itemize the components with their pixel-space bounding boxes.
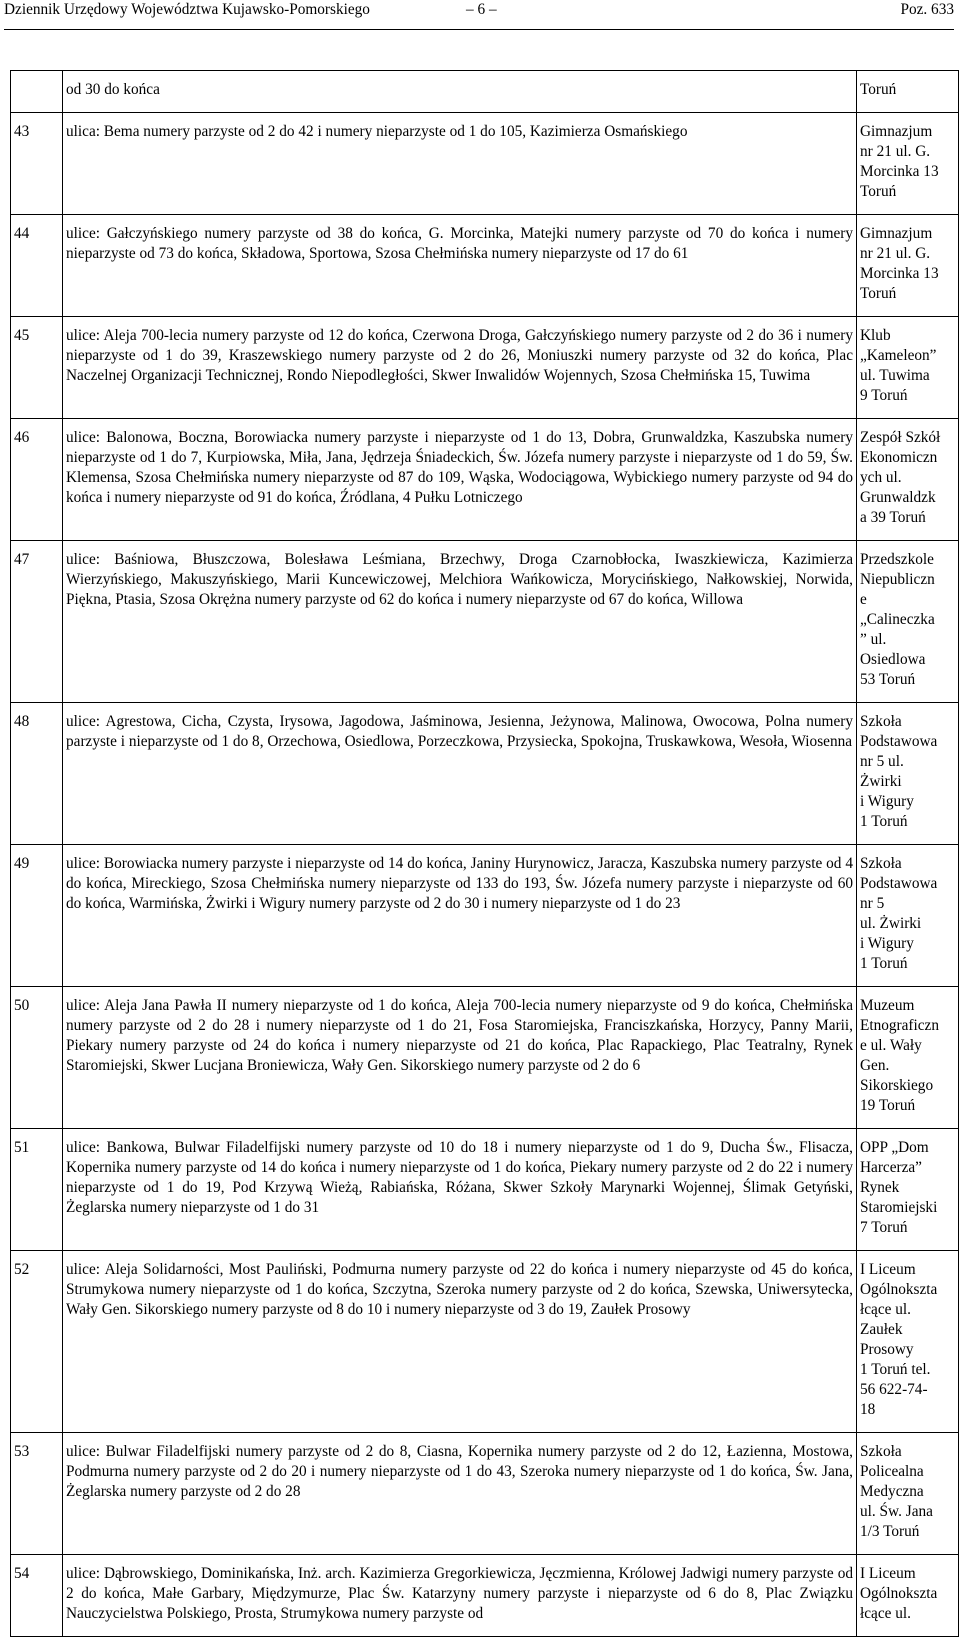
district-streets: ulica: Bema numery parzyste od 2 do 42 i numery nieparzyste od 1 do 105, Kazimierza Osmańskiego bbox=[63, 113, 857, 215]
polling-station bbox=[857, 1129, 959, 1251]
page-number: – 6 – bbox=[466, 1, 497, 18]
polling-station bbox=[857, 703, 959, 845]
district-number: 52 bbox=[11, 1251, 63, 1433]
polling-station bbox=[857, 71, 959, 113]
polling-station-line: 56 622-74- bbox=[860, 1381, 928, 1398]
polling-station-line: I Liceum bbox=[860, 1565, 916, 1582]
table-row bbox=[11, 317, 959, 419]
journal-title: Dziennik Urzędowy Województwa Kujawsko-Pomorskiego bbox=[4, 1, 370, 18]
polling-station-line: łcące ul. bbox=[860, 1301, 911, 1318]
district-number bbox=[11, 71, 63, 113]
polling-station-line: nr 21 ul. G. bbox=[860, 143, 931, 160]
polling-station-line: Staromiejski bbox=[860, 1199, 938, 1216]
district-streets: ulice: Baśniowa, Błuszczowa, Bolesława Leśmiana, Brzechwy, Droga Czarnobłocka, Iwaszkiewicza, Kazimierza Wierzyńskiego, Makuszyńskiego, Marii Kuncewiczowej, Melchiora Wańkowicza, Morycińskiego, Nałkowskiej, Norwida, Piękna, Ptasia, Szosa Okrężna numery parzyste od 62 do końca i numery nieparzyste od 67 do końca, Willowa bbox=[63, 541, 857, 703]
polling-station bbox=[857, 317, 959, 419]
district-streets: ulice: Bulwar Filadelfijski numery parzyste od 2 do 8, Ciasna, Kopernika numery parzyste od 2 do 12, Łazienna, Mostowa, Podmurna numery parzyste od 2 do 20 i numery nieparzyste od 1 do 43, Szeroka numery nieparzyste od 1 do końca, Św. Jana, Żeglarska numery parzyste od 2 do 28 bbox=[63, 1433, 857, 1555]
polling-station-line: i Wigury bbox=[860, 935, 914, 952]
polling-station-line: Klub bbox=[860, 327, 891, 344]
district-number: 53 bbox=[11, 1433, 63, 1555]
polling-station-line: Zespół Szkół bbox=[860, 429, 941, 446]
polling-station-line: Zaułek bbox=[860, 1321, 903, 1338]
polling-station-line: Morcinka 13 bbox=[860, 163, 939, 180]
polling-station-line: 1 Toruń bbox=[860, 955, 908, 972]
polling-station-line: Gen. bbox=[860, 1057, 890, 1074]
district-number: 49 bbox=[11, 845, 63, 987]
polling-station-line: 1 Toruń tel. bbox=[860, 1361, 931, 1378]
polling-station-line: Prosowy bbox=[860, 1341, 914, 1358]
district-number: 47 bbox=[11, 541, 63, 703]
polling-station-line: Podstawowa bbox=[860, 875, 938, 892]
district-streets: ulice: Aleja Jana Pawła II numery nieparzyste od 1 do końca, Aleja 700-lecia numery nieparzyste od 9 do końca, Chełmińska numery parzyste od 2 do 28 i numery nieparzyste od 1 do 21, Fosa Staromiejska, Franciszkańska, Horzycy, Panny Marii, Piekary numery parzyste od 24 do końca i numery nieparzyste od 21 do końca, Plac Rapackiego, Plac Teatralny, Rynek Staromiejski, Skwer Lucjana Broniewicza, Wały Gen. Sikorskiego numery parzyste od 2 do 6 bbox=[63, 987, 857, 1129]
polling-station-line: ych ul. bbox=[860, 469, 902, 486]
polling-station bbox=[857, 987, 959, 1129]
polling-station-line: 53 Toruń bbox=[860, 671, 916, 688]
polling-station bbox=[857, 1555, 959, 1637]
polling-station-line: ” ul. bbox=[860, 631, 887, 648]
polling-station-line: Harcerza” bbox=[860, 1159, 922, 1176]
polling-station-line: i Wigury bbox=[860, 793, 914, 810]
polling-station-line: 18 bbox=[860, 1401, 876, 1418]
district-number: 48 bbox=[11, 703, 63, 845]
district-number: 51 bbox=[11, 1129, 63, 1251]
district-number: 50 bbox=[11, 987, 63, 1129]
district-number: 44 bbox=[11, 215, 63, 317]
polling-station-line: Grunwaldzk bbox=[860, 489, 936, 506]
page-header bbox=[4, 0, 954, 30]
polling-station-line: Ekonomiczn bbox=[860, 449, 938, 466]
polling-station-line: „Kameleon” bbox=[860, 347, 937, 364]
district-number: 43 bbox=[11, 113, 63, 215]
district-streets: ulice: Aleja 700-lecia numery parzyste od 12 do końca, Czerwona Droga, Gałczyńskiego numery parzyste od 2 do 36 i numery nieparzyste od 1 do 39, Kraszewskiego numery parzyste od 2 do 26, Moniuszki numery parzyste od 32 do końca, Plac Naczelnej Organizacji Technicznej, Rondo Niepodległości, Skwer Inwalidów Wojennych, Szosa Chełmińska 15, Tuwima bbox=[63, 317, 857, 419]
table-row bbox=[11, 1129, 959, 1251]
district-table bbox=[10, 70, 959, 1637]
district-streets: ulice: Gałczyńskiego numery parzyste od 38 do końca, G. Morcinka, Matejki numery parzyste od 70 do końca i numery nieparzyste od 73 do końca, Składowa, Sportowa, Szosa Chełmińska numery nieparzyste od 17 do 61 bbox=[63, 215, 857, 317]
position-number: Poz. 633 bbox=[900, 1, 954, 18]
polling-station-line: Osiedlowa bbox=[860, 651, 926, 668]
polling-station-line: 7 Toruń bbox=[860, 1219, 908, 1236]
district-streets: ulice: Balonowa, Boczna, Borowiacka numery parzyste i nieparzyste od 1 do 13, Dobra, Grunwaldzka, Kaszubska numery nieparzyste od 1 do 7, Kurpiowska, Miła, Jana, Jędrzeja Śniadeckich, Św. Józefa numery parzyste i nieparzyste od 1 do 59, Św. Klemensa, Szosa Chełmińska numery nieparzyste od 87 do 109, Wąska, Wodociągowa, Wybickiego numery parzyste od 94 do końca i numery nieparzyste od 91 do końca, Źródlana, 4 Pułku Lotniczego bbox=[63, 419, 857, 541]
table-row bbox=[11, 987, 959, 1129]
table-row bbox=[11, 1251, 959, 1433]
polling-station-line: nr 21 ul. G. bbox=[860, 245, 931, 262]
district-streets: ulice: Dąbrowskiego, Dominikańska, Inż. arch. Kazimierza Gregorkiewicza, Jęczmienna, Królowej Jadwigi numery parzyste od 2 do końca, Małe Garbary, Międzymurze, Plac Św. Katarzyny numery parzyste i nieparzyste od 6 do 8, Plac Związku Nauczycielstwa Polskiego, Prosta, Strumykowa numery parzyste od bbox=[63, 1555, 857, 1637]
polling-station-line: Gimnazjum bbox=[860, 225, 933, 242]
polling-station-line: ul. Tuwima bbox=[860, 367, 930, 384]
polling-station-line: Ogólnoksztа bbox=[860, 1281, 938, 1298]
polling-station-line: nr 5 bbox=[860, 895, 885, 912]
polling-station bbox=[857, 845, 959, 987]
polling-station-line: ul. Św. Jana bbox=[860, 1503, 933, 1520]
district-streets: ulice: Agrestowa, Cicha, Czysta, Irysowa, Jagodowa, Jaśminowa, Jesienna, Jeżynowa, Malinowa, Owocowa, Polna numery parzyste i nieparzyste od 1 do 8, Orzechowa, Osiedlowa, Porzeczkowa, Przysiecka, Spokojna, Truskawkowa, Wesoła, Wiosenna bbox=[63, 703, 857, 845]
polling-station-line: 19 Toruń bbox=[860, 1097, 916, 1114]
polling-station-line: Podstawowa bbox=[860, 733, 938, 750]
table-row bbox=[11, 113, 959, 215]
table-row bbox=[11, 215, 959, 317]
table-row bbox=[11, 541, 959, 703]
polling-station-line: OPP „Dom bbox=[860, 1139, 929, 1156]
polling-station bbox=[857, 1251, 959, 1433]
polling-station-line: Żwirki bbox=[860, 773, 902, 790]
polling-station-line: Niepubliczn bbox=[860, 571, 935, 588]
table-row bbox=[11, 845, 959, 987]
district-streets: od 30 do końca bbox=[63, 71, 857, 113]
district-number: 46 bbox=[11, 419, 63, 541]
polling-station-line: nr 5 ul. bbox=[860, 753, 904, 770]
polling-station-line: Sikorskiego bbox=[860, 1077, 934, 1094]
table-row bbox=[11, 419, 959, 541]
polling-station-line: Muzeum bbox=[860, 997, 915, 1014]
district-streets: ulice: Borowiacka numery parzyste i nieparzyste od 14 do końca, Janiny Hurynowicz, Jaracza, Kaszubska numery parzyste od 4 do końca, Mireckiego, Szosa Chełmińska numery nieparzyste od 133 do 193, Św. Józefa numery parzyste i nieparzyste od 60 do końca, Warmińska, Żwirki i Wigury numery parzyste od 2 do 30 i numery nieparzyste od 1 do 23 bbox=[63, 845, 857, 987]
polling-station bbox=[857, 1433, 959, 1555]
polling-station bbox=[857, 215, 959, 317]
district-streets: ulice: Bankowa, Bulwar Filadelfijski numery parzyste od 10 do 18 i numery nieparzyste od 1 do 9, Ducha Św., Flisacza, Kopernika numery parzyste od 14 do końca i numery nieparzyste od 1 do końca, Piekary numery parzyste od 2 do 22 i numery nieparzyste od 1 do 19, Pod Krzywą Wieżą, Rabiańska, Różana, Skwer Szkoły Marynarki Wojennej, Ślimak Getyński, Żeglarska numery nieparzyste od 1 do 31 bbox=[63, 1129, 857, 1251]
polling-station-line: 1/3 Toruń bbox=[860, 1523, 920, 1540]
polling-station-line: Etnograficzn bbox=[860, 1017, 939, 1034]
polling-station-line: 1 Toruń bbox=[860, 813, 908, 830]
polling-station-line: Medyczna bbox=[860, 1483, 924, 1500]
polling-station-line: Przedszkole bbox=[860, 551, 934, 568]
district-streets: ulice: Aleja Solidarności, Most Pauliński, Podmurna numery parzyste od 22 do końca i numery nieparzyste od 45 do końca, Strumykowa numery nieparzyste od 1 do końca, Szczytna, Szeroka numery parzyste od 2 do końca, Szewska, Uniwersytecka, Wały Gen. Sikorskiego numery parzyste od 8 do 10 i numery nieparzyste od 3 do 19, Zaułek Prosowy bbox=[63, 1251, 857, 1433]
polling-station-line: Gimnazjum bbox=[860, 123, 933, 140]
polling-station-line: Ogólnoksztа bbox=[860, 1585, 938, 1602]
district-number: 45 bbox=[11, 317, 63, 419]
polling-station-line: „Calineczka bbox=[860, 611, 935, 628]
polling-station-line: Toruń bbox=[860, 81, 897, 98]
polling-station-line: Policealna bbox=[860, 1463, 924, 1480]
polling-station-line: Toruń bbox=[860, 285, 897, 302]
polling-station-line: Szkoła bbox=[860, 855, 902, 872]
polling-station bbox=[857, 541, 959, 703]
polling-station bbox=[857, 113, 959, 215]
table-row bbox=[11, 703, 959, 845]
table-row bbox=[11, 1433, 959, 1555]
polling-station-line: Szkoła bbox=[860, 1443, 902, 1460]
polling-station-line: ul. Żwirki bbox=[860, 915, 922, 932]
polling-station-line: a 39 Toruń bbox=[860, 509, 926, 526]
polling-station-line: I Liceum bbox=[860, 1261, 916, 1278]
polling-station-line: e ul. Wały bbox=[860, 1037, 922, 1054]
table-row bbox=[11, 71, 959, 113]
polling-station-line: 9 Toruń bbox=[860, 387, 908, 404]
polling-station-line: Szkoła bbox=[860, 713, 902, 730]
polling-station-line: Morcinka 13 bbox=[860, 265, 939, 282]
polling-station-line: Toruń bbox=[860, 183, 897, 200]
polling-station-line: e bbox=[860, 591, 867, 608]
polling-station-line: Rynek bbox=[860, 1179, 900, 1196]
polling-station-line: łcące ul. bbox=[860, 1605, 911, 1622]
table-row bbox=[11, 1555, 959, 1637]
district-number: 54 bbox=[11, 1555, 63, 1637]
polling-station bbox=[857, 419, 959, 541]
